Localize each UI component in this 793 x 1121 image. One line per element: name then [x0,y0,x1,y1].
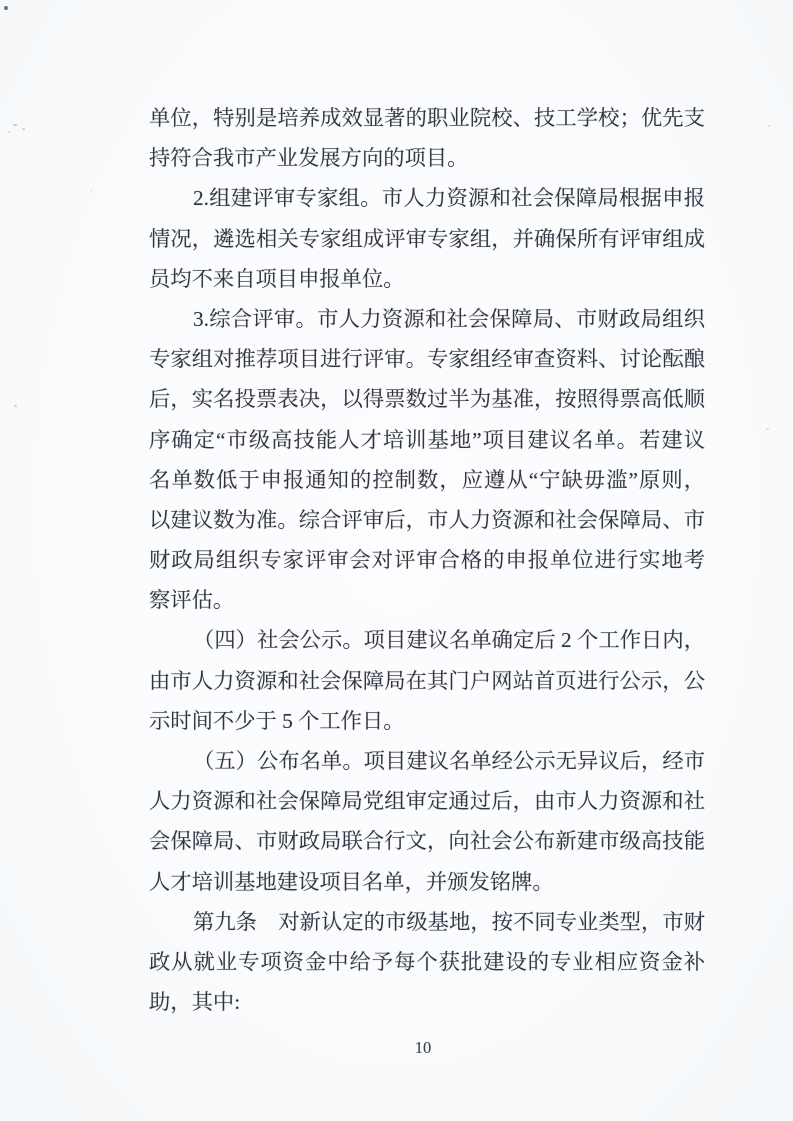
text-line: （五）公布名单。项目建议名单经公示无异议后，经市 [193,749,705,773]
text-line: 会保障局、市财政局联合行文，向社会公布新建市级高技能 [149,829,705,854]
page-number: 10 [414,1038,432,1057]
scan-speck [13,124,17,126]
text-line: 情况，遴选相关专家组成评审专家组，并确保所有评审组成 [149,226,705,251]
text-line: 专家组对推荐项目进行评审。专家组经审查资料、讨论酝酿 [149,347,705,372]
text-line: 财政局组织专家评审会对评审合格的申报单位进行实地考 [149,548,705,573]
text-line: 示时间不少于 5 个工作日。 [149,708,405,733]
scan-speck [22,128,25,130]
text-line: 单位，特别是培养成效显著的职业院校、技工学校；优先支 [149,106,705,130]
text-line: 第九条 对新认定的市级基地，按不同专业类型，市财 [193,909,705,934]
text-line: 3.综合评审。市人力资源和社会保障局、市财政局组织 [193,306,705,331]
scan-speck [766,428,769,430]
text-line: （四）社会公示。项目建议名单确定后 2 个工作日内， [193,628,705,653]
scan-speck [768,125,770,127]
text-line: 人力资源和社会保障局党组审定通过后，由市人力资源和社 [149,789,705,814]
text-line: 由市人力资源和社会保障局在其门户网站首页进行公示，公 [149,668,705,693]
text-line: 序确定“市级高技能人才培训基地”项目建议名单。若建议 [149,427,705,452]
scan-speck [8,131,10,133]
text-line: 名单数低于申报通知的控制数，应遵从“宁缺毋滥”原则， [149,467,705,492]
text-line: 以建议数为准。综合评审后，市人力资源和社会保障局、市 [149,507,705,532]
text-line: 后，实名投票表决，以得票数过半为基准，按照得票高低顺 [149,387,705,412]
text-line: 政从就业专项资金中给予每个获批建设的专业相应资金补 [149,949,705,974]
document-body [149,98,705,1022]
text-line: 员均不来自项目申报单位。 [149,266,405,291]
text-line: 助，其中: [149,990,241,1015]
scan-speck [4,6,8,10]
text-line: 持符合我市产业发展方向的项目。 [149,146,469,171]
scan-speck [90,190,92,192]
text-line: 人才培训基地建设项目名单，并颁发铭牌。 [149,869,554,894]
scan-speck [14,405,17,407]
text-line: 2.组建评审专家组。市人力资源和社会保障局根据申报 [193,186,705,211]
text-line: 察评估。 [149,588,235,613]
